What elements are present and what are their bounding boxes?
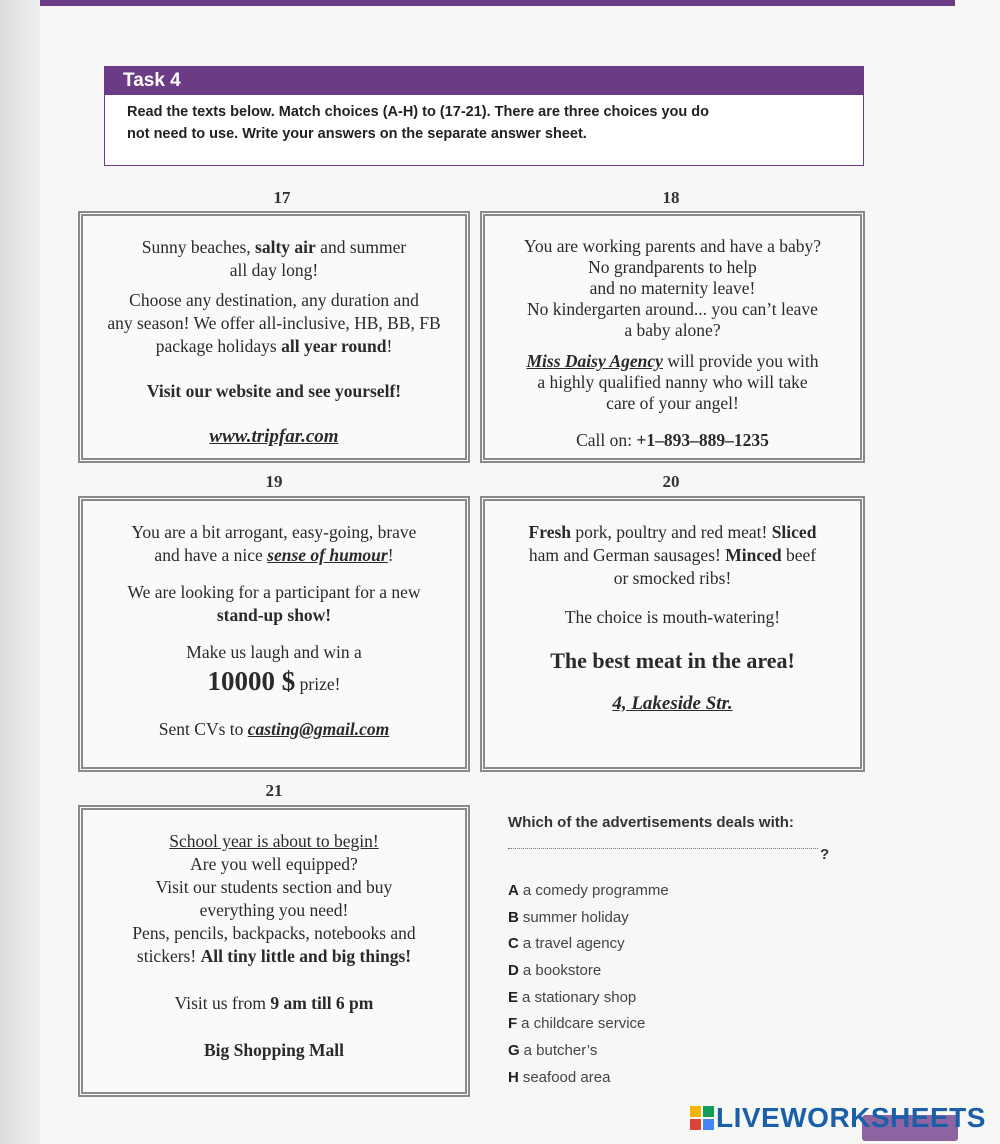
task-title: Task 4 bbox=[105, 67, 863, 95]
ad-19-line: Make us laugh and win a bbox=[186, 642, 362, 662]
ad-19-prize: 10000 $ prize! bbox=[207, 666, 341, 696]
task-instruction-line-2: not need to use. Write your answers on the separate answer sheet. bbox=[127, 126, 587, 142]
ad-21-line: Pens, pencils, backpacks, notebooks and bbox=[132, 923, 416, 943]
task-instruction bbox=[105, 95, 863, 145]
ad-17-line: any season! We offer all-inclusive, HB, BB, FB bbox=[107, 313, 441, 333]
ad-19-line: Sent CVs to casting@gmail.com bbox=[158, 719, 390, 739]
choice-e: E a stationary shop bbox=[508, 988, 637, 1006]
ad-19-line: You are a bit arrogant, easy-going, brave bbox=[131, 522, 417, 542]
choice-h: H seafood area bbox=[508, 1068, 611, 1086]
ad-17-line: package holidays all year round! bbox=[155, 336, 393, 356]
ad-17-line: Choose any destination, any duration and bbox=[129, 290, 419, 310]
ad-17-line: all day long! bbox=[229, 260, 319, 280]
ad-19-email-link[interactable]: casting@gmail.com bbox=[247, 719, 390, 739]
ad-number-21: 21 bbox=[265, 781, 283, 800]
ad-20-address: 4, Lakeside Str. bbox=[612, 693, 733, 714]
liveworksheets-logo bbox=[690, 1102, 986, 1134]
ad-21-headline: School year is about to begin! bbox=[169, 831, 379, 851]
ad-21-line: stickers! All tiny little and big things! bbox=[136, 946, 412, 966]
ad-19-line: and have a nice sense of humour! bbox=[154, 545, 394, 565]
ad-number-20: 20 bbox=[662, 472, 680, 491]
answer-dotted-line bbox=[508, 848, 818, 849]
ad-17-website-link[interactable]: www.tripfar.com bbox=[209, 426, 339, 447]
ad-19-line: stand-up show! bbox=[216, 605, 332, 625]
ad-18-line: Miss Daisy Agency will provide you with bbox=[526, 351, 819, 371]
ad-21-line: Visit our students section and buy bbox=[155, 877, 393, 897]
ad-20-headline: The best meat in the area! bbox=[550, 648, 795, 673]
task-instruction-line-1: Read the texts below. Match choices (A-H) to (17-21). There are three choices you do bbox=[127, 104, 710, 120]
ad-18-phone: Call on: +1–893–889–1235 bbox=[576, 430, 769, 450]
ad-20-line: The choice is mouth-watering! bbox=[564, 607, 781, 627]
ad-18-line: a baby alone? bbox=[624, 320, 721, 340]
choices-list bbox=[508, 878, 669, 1092]
ad-17-line: Visit our website and see yourself! bbox=[146, 381, 402, 401]
grid-icon bbox=[690, 1106, 714, 1130]
ad-21-line: Are you well equipped? bbox=[190, 854, 358, 874]
choice-f: F a childcare service bbox=[508, 1015, 646, 1033]
ad-18-line: and no maternity leave! bbox=[589, 278, 756, 298]
question-text: Which of the advertisements deals with: bbox=[508, 814, 794, 831]
ad-number-18: 18 bbox=[662, 188, 680, 207]
ad-18-line: You are working parents and have a baby? bbox=[523, 236, 822, 256]
ad-18-line: care of your angel! bbox=[606, 393, 739, 413]
question-mark: ? bbox=[820, 846, 830, 863]
choice-d: D a bookstore bbox=[508, 962, 602, 980]
logo-text: LIVEWORKSHEETS bbox=[716, 1102, 986, 1133]
choice-g: G a butcher’s bbox=[508, 1042, 598, 1060]
choice-a: A a comedy programme bbox=[508, 882, 669, 899]
ad-21-hours: Visit us from 9 am till 6 pm bbox=[174, 993, 374, 1013]
ad-20-line: Fresh pork, poultry and red meat! Sliced bbox=[528, 522, 817, 542]
ad-21-location: Big Shopping Mall bbox=[203, 1040, 345, 1060]
ad-19-line: We are looking for a participant for a new bbox=[127, 582, 421, 602]
ad-19-comedy bbox=[78, 496, 470, 772]
choice-c: C a travel agency bbox=[508, 935, 625, 953]
top-accent-bar bbox=[40, 0, 955, 6]
ad-number-17: 17 bbox=[273, 188, 291, 207]
choice-b: B summer holiday bbox=[508, 908, 629, 926]
ad-21-school-supplies bbox=[78, 805, 470, 1097]
ad-20-line: ham and German sausages! Minced beef bbox=[528, 545, 817, 565]
task-instructions-box bbox=[104, 66, 864, 166]
ad-20-meat bbox=[480, 496, 865, 772]
ad-17-travel bbox=[78, 211, 470, 463]
ad-number-19: 19 bbox=[265, 472, 283, 491]
ad-18-line: No kindergarten around... you can’t leave bbox=[527, 299, 818, 319]
ad-18-line: a highly qualified nanny who will take bbox=[537, 372, 808, 392]
ad-21-line: everything you need! bbox=[199, 900, 349, 920]
ad-20-line: or smocked ribs! bbox=[613, 568, 732, 588]
ad-18-nanny bbox=[480, 211, 865, 463]
ad-18-line: No grandparents to help bbox=[588, 257, 757, 277]
ad-17-line: Sunny beaches, salty air and summer bbox=[141, 237, 407, 257]
